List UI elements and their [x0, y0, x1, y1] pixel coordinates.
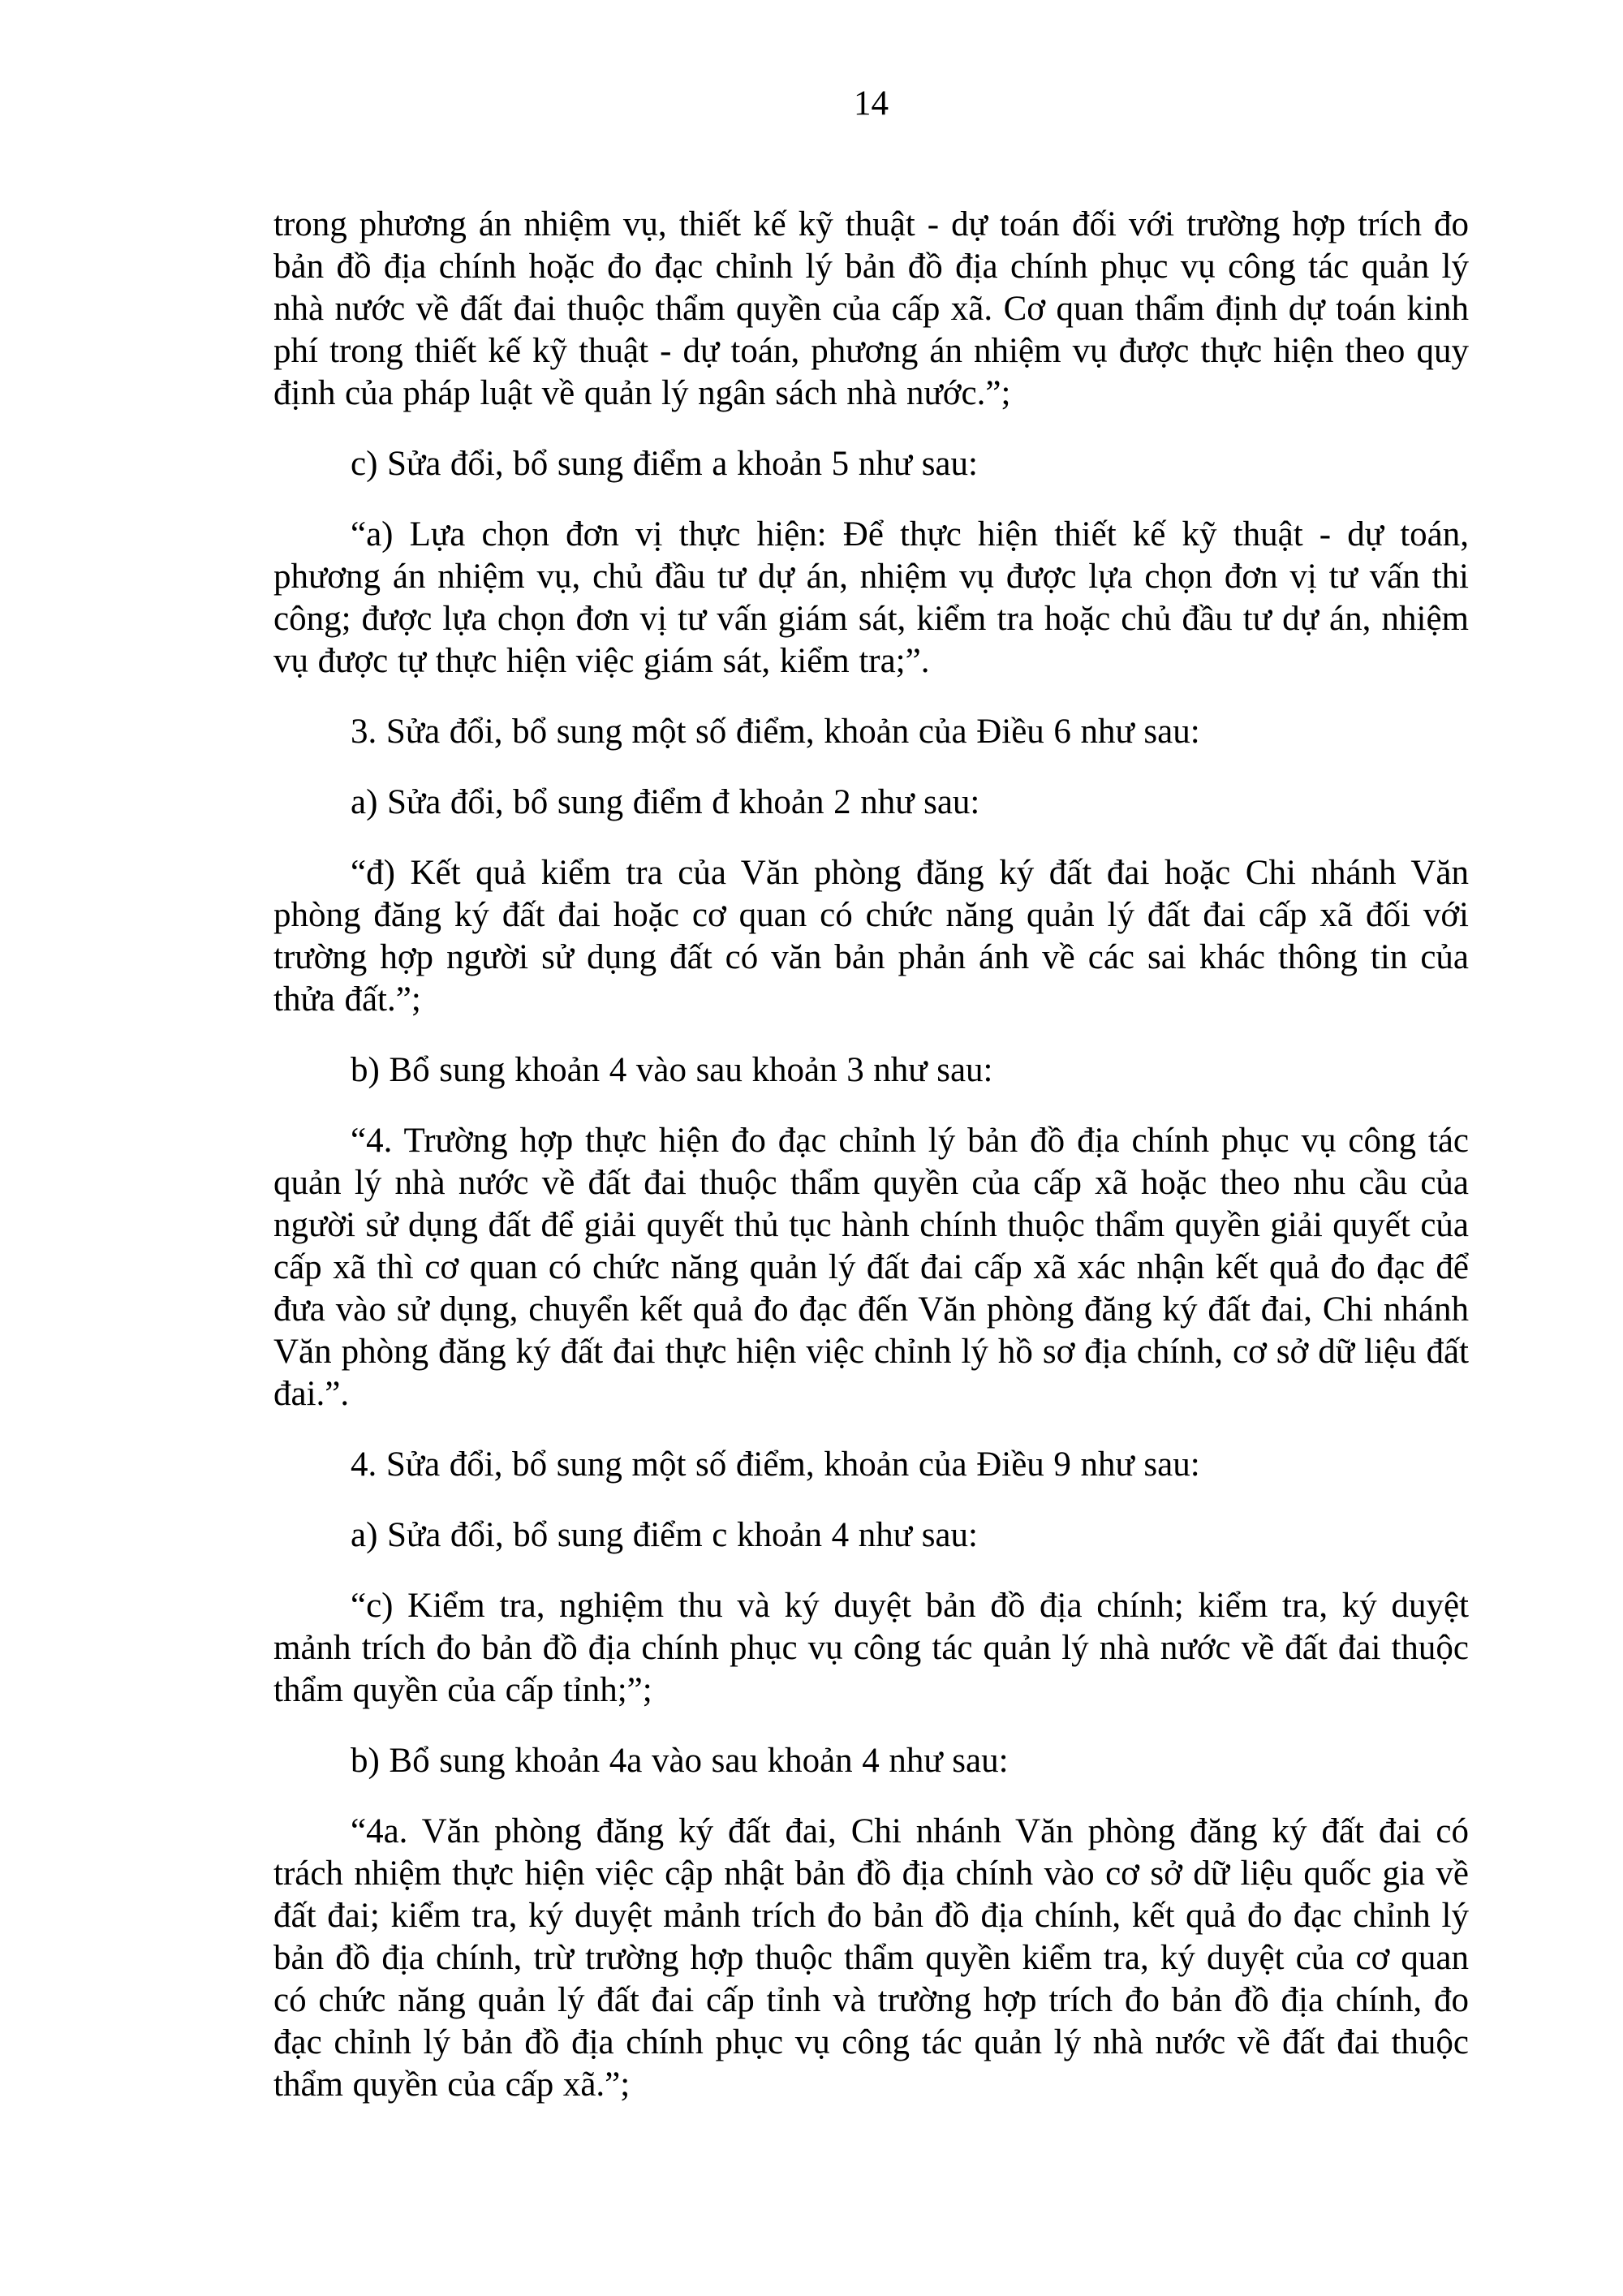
document-body — [273, 204, 1469, 2106]
paragraph-07: b) Bổ sung khoản 4 vào sau khoản 3 như sau: — [351, 1051, 993, 1089]
paragraph-12: b) Bổ sung khoản 4a vào sau khoản 4 như sau: — [351, 1742, 1009, 1780]
paragraph-01: trong phương án nhiệm vụ, thiết kế kỹ thuật - dự toán đối với trường hợp trích đo bản đồ địa chính hoặc đo đạc chỉnh lý bản đồ địa chính phục vụ công tác quản lý nhà nước về đất đai thuộc thẩm quyền của cấp xã. Cơ quan thẩm định dự toán kinh phí trong thiết kế kỹ thuật - dự toán, phương án nhiệm vụ được thực hiện theo quy định của pháp luật về quản lý ngân sách nhà nước.”; — [273, 205, 1469, 412]
page-number: 14 — [854, 84, 889, 123]
paragraph-02: c) Sửa đổi, bổ sung điểm a khoản 5 như sau: — [351, 445, 978, 483]
paragraph-10: a) Sửa đổi, bổ sung điểm c khoản 4 như sau: — [351, 1516, 978, 1554]
paragraph-11: “c) Kiểm tra, nghiệm thu và ký duyệt bản đồ địa chính; kiểm tra, ký duyệt mảnh trích đo bản đồ địa chính phục vụ công tác quản lý nhà nước về đất đai thuộc thẩm quyền của cấp tỉnh;”; — [273, 1587, 1469, 1709]
paragraph-04: 3. Sửa đổi, bổ sung một số điểm, khoản của Điều 6 như sau: — [351, 713, 1200, 751]
paragraph-05: a) Sửa đổi, bổ sung điểm đ khoản 2 như sau: — [351, 783, 980, 821]
paragraph-13: “4a. Văn phòng đăng ký đất đai, Chi nhánh Văn phòng đăng ký đất đai có trách nhiệm thực hiện việc cập nhật bản đồ địa chính vào cơ sở dữ liệu quốc gia về đất đai; kiểm tra, ký duyệt mảnh trích đo bản đồ địa chính, kết quả đo đạc chỉnh lý bản đồ địa chính, trừ trường hợp thuộc thẩm quyền kiểm tra, ký duyệt của cơ quan có chức năng quản lý đất đai cấp tỉnh và trường hợp trích đo bản đồ địa chính, đo đạc chỉnh lý bản đồ địa chính phục vụ công tác quản lý nhà nước về đất đai thuộc thẩm quyền của cấp xã.”; — [273, 1812, 1469, 2104]
paragraph-03: “a) Lựa chọn đơn vị thực hiện: Để thực hiện thiết kế kỹ thuật - dự toán, phương án nhiệm vụ, chủ đầu tư dự án, nhiệm vụ được lựa chọn đơn vị tư vấn thi công; được lựa chọn đơn vị tư vấn giám sát, kiểm tra hoặc chủ đầu tư dự án, nhiệm vụ được tự thực hiện việc giám sát, kiểm tra;”. — [273, 515, 1469, 680]
paragraph-06: “đ) Kết quả kiểm tra của Văn phòng đăng ký đất đai hoặc Chi nhánh Văn phòng đăng ký đất đai hoặc cơ quan có chức năng quản lý đất đai cấp xã đối với trường hợp người sử dụng đất có văn bản phản ánh về các sai khác thông tin của thửa đất.”; — [273, 854, 1469, 1019]
paragraph-08: “4. Trường hợp thực hiện đo đạc chỉnh lý bản đồ địa chính phục vụ công tác quản lý nhà nước về đất đai thuộc thẩm quyền của cấp xã hoặc theo nhu cầu của người sử dụng đất để giải quyết thủ tục hành chính thuộc thẩm quyền giải quyết của cấp xã thì cơ quan có chức năng quản lý đất đai cấp xã xác nhận kết quả đo đạc để đưa vào sử dụng, chuyển kết quả đo đạc đến Văn phòng đăng ký đất đai, Chi nhánh Văn phòng đăng ký đất đai thực hiện việc chỉnh lý hồ sơ địa chính, cơ sở dữ liệu đất đai.”. — [273, 1122, 1469, 1413]
paragraph-09: 4. Sửa đổi, bổ sung một số điểm, khoản của Điều 9 như sau: — [351, 1445, 1200, 1484]
